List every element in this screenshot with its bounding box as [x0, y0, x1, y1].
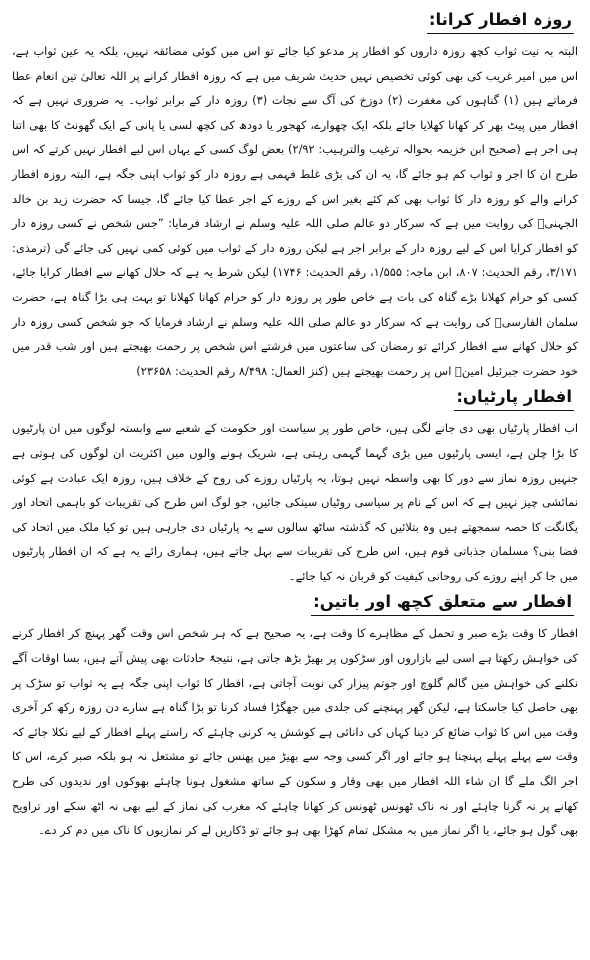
section-heading: روزہ افطار کرانا: — [427, 8, 574, 34]
section-paragraph: البتہ بہ نیت ثواب کچھ روزہ داروں کو افطار پر مدعو کیا جائے تو اس میں کوئی مضائقہ نہیں، بلکہ یہ عین ثواب ہے، اس میں امیر غریب کی بھی کوئی تخصیص نہیں حدیث شریف میں ہے کہ روزہ افطار کرانے پر اللہ تعالیٰ تین انعام عطا فرماتے ہیں (۱) گناہوں کی مغفرت (۲) دوزخ کی آگ سے نجات (۳) روزہ دار کے برابر ثواب۔ یہ ضروری نہیں ہے کہ افطار میں پیٹ بھر کر کھانا کھلایا جائے بلکہ ایک چھوارے، کھجور یا دودھ کی کچھ لسی یا پانی کے ایک گھونٹ کا بھی اتنا ہی اجر ہے (صحیح ابن خزیمہ بحوالہ ترغیب والترہیب: ۲/۹۲) بعض لوگ کسی کے یہاں اس لیے افطار نہیں کرتے کہ اس طرح ان کا اجر و ثواب کم ہو جائے گا، یہ ان کی بڑی غلط فہمی ہے روزہ دار کو ثواب اپنی جگہ ہے، البتہ روزہ افطار کرانے والے کو روزہ دار کا ثواب بھی کم کئے بغیر اس کے روزے کے اجر عطا کیا جائے گا، جیسا کہ حضرت زید بن خالد الجہنیؓ کی روایت میں ہے کہ سرکار دو عالم صلی اللہ علیہ وسلم نے ارشاد فرمایا: ”جس شخص نے کسی روزہ دار کو افطار کرایا اس کے لیے روزہ دار کے برابر اجر ہے لیکن روزہ دار کے ثواب میں کوئی کمی نہیں کی جائے گی (ترمذی: ۳/۱۷۱، رقم الحدیث: ۸۰۷، ابن ماجہ: ۱/۵۵۵، رقم الحدیث: ۱۷۴۶) لیکن شرط یہ ہے کہ حلال کھانے سے افطار کرایا جائے، کسی کو حرام کھلانا بڑے گناہ کی بات ہے خاص طور پر روزہ دار کو حرام کھانا کھلانا تو بہت ہی بڑا گناہ ہے، حضرت سلمان الفارسیؓ کی روایت ہے کہ سرکار دو عالم صلی اللہ علیہ وسلم نے ارشاد فرمایا کہ جو شخص کسی روزہ دار کو حلال کھانے سے افطار کرائے تو رمضان کی ساعتوں میں فرشتے اس شخص پر رحمت بھیجتے ہیں اور شب قدر میں خود حضرت جبرئیل امینؑ اس پر رحمت بھیجتے ہیں (کنز العمال: ۸/۴۹۸ رقم الحدیث: ۲۳۶۵۸) — [12, 44, 578, 378]
section-roza-iftar-karana — [12, 6, 578, 383]
section-iftar-other-matters — [12, 588, 578, 842]
section-heading: افطار سے متعلق کچھ اور باتیں: — [311, 590, 574, 616]
section-iftar-parties — [12, 383, 578, 588]
section-paragraph: اب افطار پارٹیاں بھی دی جانے لگی ہیں، خاص طور پر سیاست اور حکومت کے شعبے سے وابستہ لوگوں میں ان پارٹیوں کا بڑا چلن ہے، ایسی پارٹیوں میں بڑی گہما گہمی رہتی ہے، شریک ہونے والوں میں اکثریت ان لوگوں کی ہوتی ہے جنہیں روزہ نماز سے دور کا بھی واسطہ نہیں ہوتا، یہ پارٹیاں روزے کی روح کے خلاف ہیں، روزہ ایک عبادت ہے کوئی نمائشی چیز نہیں ہے کہ اس کے نام پر سیاسی روٹیاں سینکی جائیں، جو لوگ اس طرح کی تقریبات کو باہمی اتحاد اور یگانگت کا حصہ سمجھتے ہیں وہ بتلائیں کہ گذشتہ ساٹھ سالوں سے یہ پارٹیاں دی جارہی ہیں تو کیا ملک میں اتحاد کی فضا بنی؟ مسلمان جذباتی قوم ہیں، اس طرح کی تقریبات سے بہل جاتے ہیں، ہماری رائے یہ ہے کہ ان افطار پارٹیوں میں جا کر اپنے روزے کی روحانی کیفیت کو قربان نہ کیا جائے۔ — [12, 421, 578, 583]
section-paragraph: افطار کا وقت بڑے صبر و تحمل کے مظاہرے کا وقت ہے، یہ صحیح ہے کہ ہر شخص اس وقت گھر پہنچ کر افطار کرنے کی خواہش رکھتا ہے اسی لیے بازاروں اور سڑکوں پر بھیڑ بڑھ جاتی ہے، نتیجۃً حادثات بھی پیش آتے ہیں، بسا اوقات آگے نکلنے کی خواہش میں گالم گلوچ اور جوتم پیزار کی نوبت آجاتی ہے، افطار کا ثواب اپنی جگہ ہے یہ ثواب تو سڑک پر بھی حاصل کیا جاسکتا ہے، لیکن گھر پہنچنے کی جلدی میں جھگڑا فساد کرنا تو بڑا گناہ ہے سارے دن روزہ رکھ کر آخری وقت میں اس کا ثواب ضائع کر دینا کہاں کی دانائی ہے کوشش یہ کرنی چاہئے کہ راستے پہلے افطار کے لیے نکلا جائے کہ وقت سے پہلے پہلے پہنچنا ہو جائے اور اگر کسی وجہ سے بھیڑ میں پھنس جائے تو مشتعل نہ ہو بلکہ صبر کرے، اس کا اجر الگ ملے گا ان شاء اللہ افطار میں بھی وقار و سکون کے ساتھ مشغول ہونا چاہئے بھوکوں اور ندیدوں کی طرح کھانے پر نہ گرنا چاہئے اور نہ ناک ٹھونس ٹھونس کر کھانا چاہئے کہ مغرب کی نماز کے لیے بھی نہ اٹھ سکے اور تراویح بھی گول ہو جائے، یا اگر نماز میں بہ مشکل تمام کھڑا بھی ہو جائے تو ڈکاریں لے کر نمازیوں کا ناک میں دم کر دے۔ — [12, 626, 578, 838]
section-heading: افطار پارٹیاں: — [454, 385, 574, 411]
